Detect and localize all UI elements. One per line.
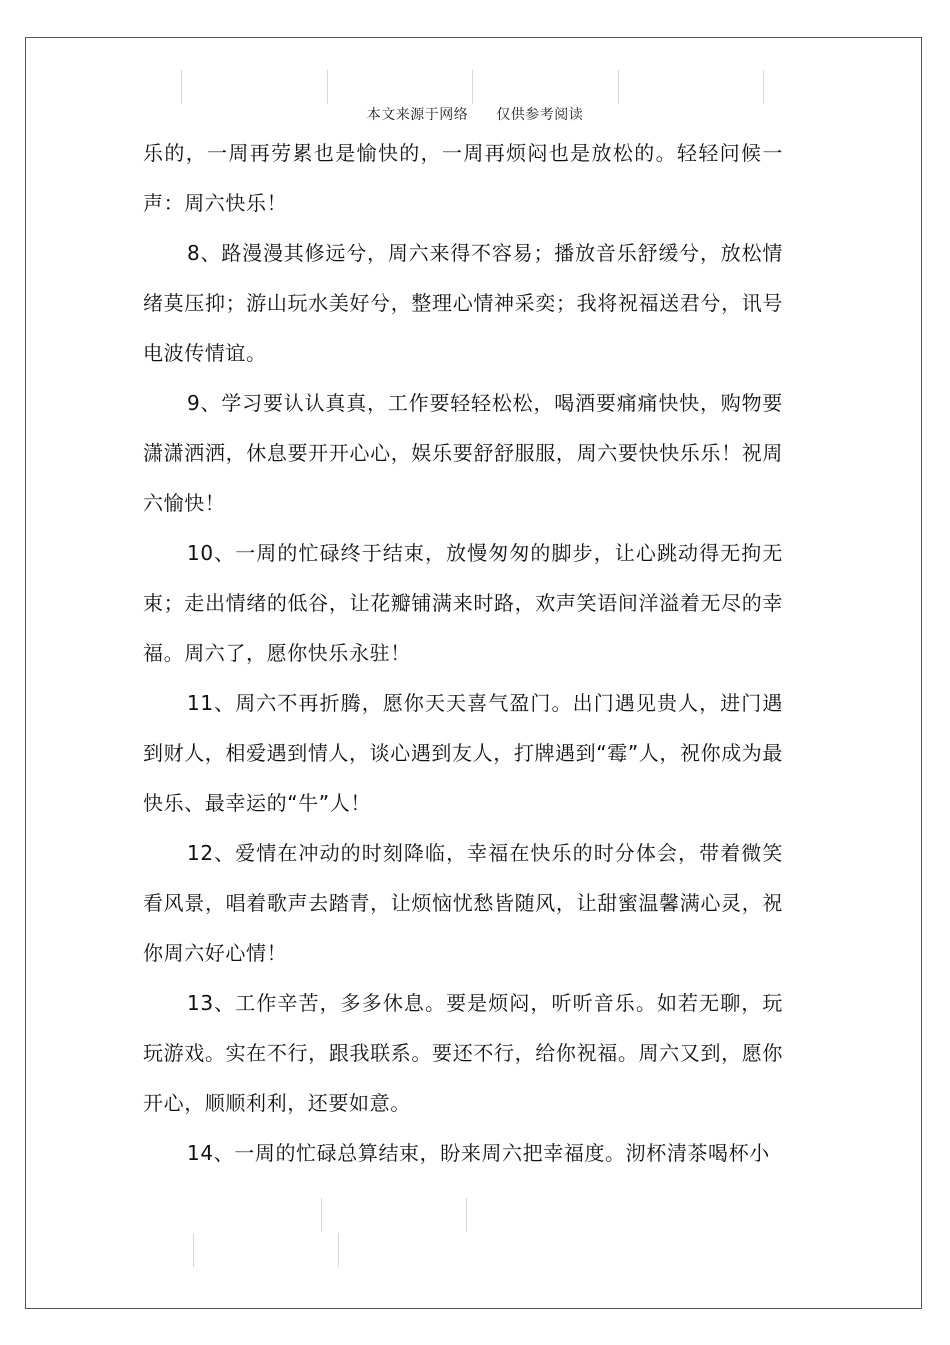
decor-line	[321, 1198, 322, 1232]
decor-line	[466, 1198, 467, 1232]
paragraph: 乐的，一周再劳累也是愉快的，一周再烦闷也是放松的。轻轻问候一声：周六快乐！	[143, 141, 783, 215]
decor-line	[338, 1233, 339, 1267]
decor-line	[193, 1233, 194, 1267]
paragraph: 14、一周的忙碌总算结束，盼来周六把幸福度。沏杯清茶喝杯小	[187, 1141, 770, 1165]
decor-line	[472, 70, 473, 104]
decor-line	[181, 70, 182, 104]
paragraph: 10、一周的忙碌终于结束，放慢匆匆的脚步，让心跳动得无拘无束；走出情绪的低谷，让花瓣铺满来时路，欢声笑语间洋溢着无尽的幸福。周六了，愿你快乐永驻！	[143, 541, 783, 665]
source-note-part1: 本文来源于网络	[366, 107, 469, 123]
source-note	[0, 104, 950, 124]
paragraph: 13、工作辛苦，多多休息。要是烦闷，听听音乐。如若无聊，玩玩游戏。实在不行，跟我联系。要还不行，给你祝福。周六又到，愿你开心，顺顺利利，还要如意。	[143, 991, 783, 1115]
decor-line	[618, 70, 619, 104]
paragraph: 8、路漫漫其修远兮，周六来得不容易；播放音乐舒缓兮，放松情绪莫压抑；游山玩水美好兮，整理心情神采奕；我将祝福送君兮，讯号电波传情谊。	[143, 241, 783, 365]
decor-line	[763, 70, 764, 104]
paragraph: 12、爱情在冲动的时刻降临，幸福在快乐的时分体会，带着微笑看风景，唱着歌声去踏青，让烦恼忧愁皆随风，让甜蜜温馨满心灵，祝你周六好心情！	[143, 841, 783, 965]
source-note-part2: 仅供参考阅读	[496, 107, 584, 123]
decor-line	[327, 70, 328, 104]
document-body	[143, 128, 783, 1178]
paragraph: 9、学习要认认真真，工作要轻轻松松，喝酒要痛痛快快，购物要潇潇洒洒，休息要开开心心，娱乐要舒舒服服，周六要快快乐乐！祝周六愉快！	[143, 391, 783, 515]
paragraph: 11、周六不再折腾，愿你天天喜气盈门。出门遇见贵人，进门遇到财人，相爱遇到情人，谈心遇到友人，打牌遇到“霉”人，祝你成为最快乐、最幸运的“牛”人！	[143, 691, 784, 815]
